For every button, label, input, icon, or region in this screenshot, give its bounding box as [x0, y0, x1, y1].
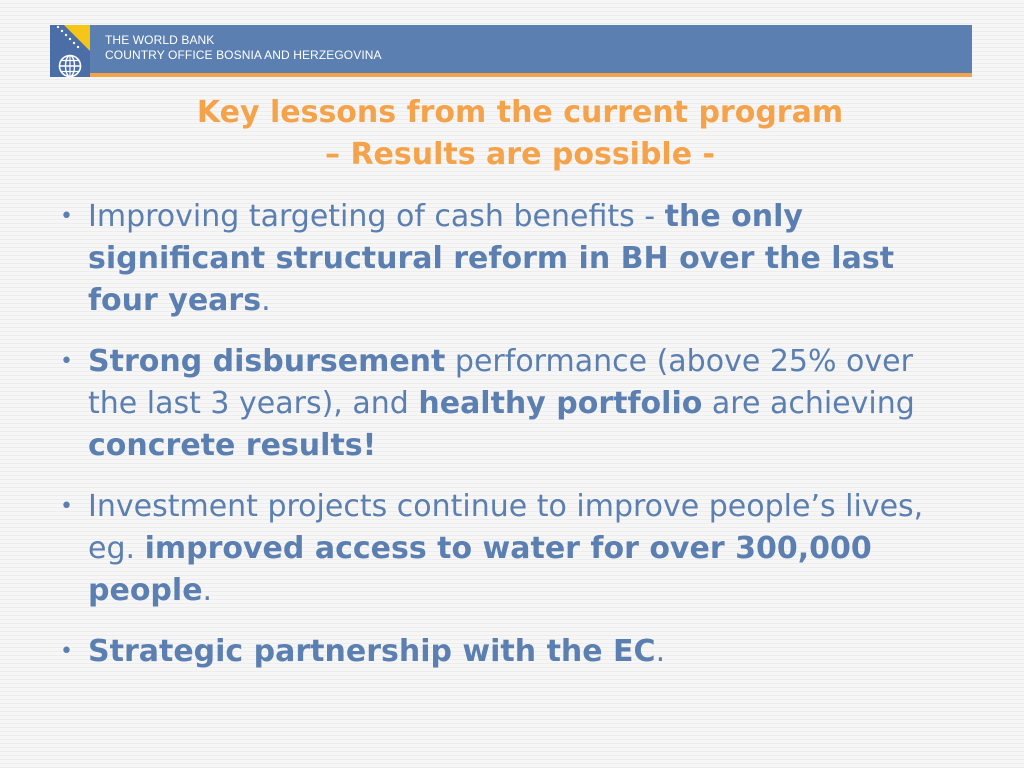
- bullet-item-targeting: [60, 196, 960, 322]
- bullet-marker: •: [60, 639, 73, 664]
- bullet-emphasis: Strong disbursement: [88, 344, 446, 379]
- header-underline: [50, 73, 972, 77]
- org-name-line2: COUNTRY OFFICE BOSNIA AND HERZEGOVINA: [105, 48, 382, 62]
- slide-title-line2: – Results are possible -: [325, 137, 715, 172]
- bullet-text: .: [202, 573, 213, 608]
- bullet-item-disbursement: [60, 341, 960, 467]
- bullet-list: [60, 196, 960, 692]
- slide-title-line1: Key lessons from the current program: [196, 95, 844, 130]
- bullet-text: performance (above 25% over the last 3 years), and: [88, 344, 913, 421]
- bullet-marker: •: [60, 494, 73, 519]
- world-bank-globe-icon: [58, 54, 82, 77]
- bullet-text: are achieving: [702, 386, 915, 421]
- organization-name: [105, 33, 382, 63]
- bullet-marker: •: [60, 349, 73, 374]
- bullet-item-partnership: [60, 631, 960, 673]
- logo: [50, 25, 90, 77]
- bullet-text: Improving targeting of cash benefits -: [88, 199, 665, 234]
- bullet-emphasis: concrete results!: [88, 428, 377, 463]
- org-name-line1: THE WORLD BANK: [105, 33, 215, 47]
- bullet-emphasis: healthy portfolio: [418, 386, 703, 421]
- bullet-emphasis: improved access to water for over 300,000 people: [88, 531, 872, 608]
- slide-title: [0, 92, 1024, 176]
- bullet-text: Investment projects continue to improve people’s lives, eg.: [88, 489, 924, 566]
- bullet-text: .: [261, 283, 271, 318]
- bullet-emphasis: the only significant structural reform in BH over the last four years: [88, 199, 895, 318]
- bullet-item-investment: [60, 486, 960, 612]
- bosnia-flag-icon: [50, 25, 90, 51]
- bullet-marker: •: [60, 204, 73, 229]
- bullet-text: .: [655, 634, 666, 669]
- bullet-emphasis: Strategic partnership with the EC: [88, 634, 656, 669]
